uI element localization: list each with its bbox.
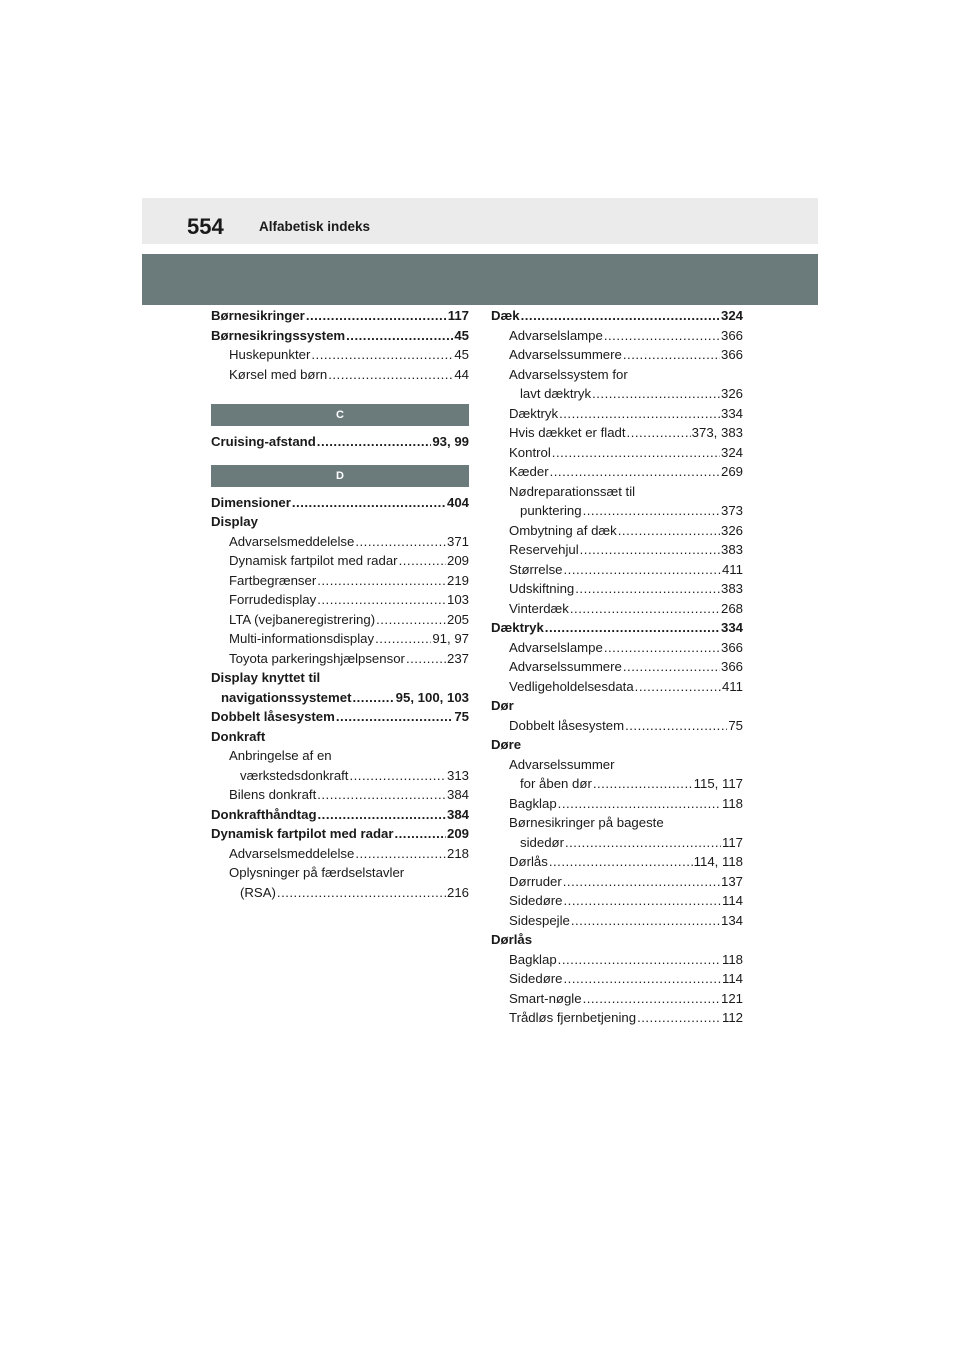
- letter-heading-d: D: [211, 465, 469, 487]
- index-subentry: LTA (vejbaneregistrering) ..... 205: [211, 610, 469, 630]
- index-subentry: Anbringelse af en: [229, 748, 332, 763]
- index-entry: Donkrafthåndtag ..... 384: [211, 805, 469, 825]
- index-subentry-continued: lavt dæktryk ..... 326: [491, 384, 743, 404]
- index-subentry-continued: sidedør ..... 117: [491, 833, 743, 853]
- index-subentry: Dørruder ..... 137: [491, 872, 743, 892]
- index-subentry: Sidedøre ..... 114: [491, 891, 743, 911]
- index-subentry: Advarselslampe ..... 366: [491, 638, 743, 658]
- index-subentry: Børnesikringer på bageste: [509, 815, 664, 830]
- index-subentry: Bilens donkraft ..... 384: [211, 785, 469, 805]
- index-entry: Dobbelt låsesystem ..... 75: [211, 707, 469, 727]
- index-subentry: Fartbegrænser ..... 219: [211, 571, 469, 591]
- index-subentry: Bagklap ..... 118: [491, 794, 743, 814]
- index-subentry: Advarselsmeddelelse ..... 218: [211, 844, 469, 864]
- index-subentry: Kørsel med børn ..... 44: [211, 365, 469, 385]
- index-subentry: Oplysninger på færdselstavler: [229, 865, 405, 880]
- index-subentry: Hvis dækket er fladt ..... 373, 383: [491, 423, 743, 443]
- index-subentry: Trådløs fjernbetjening ..... 112: [491, 1008, 743, 1028]
- index-entry: Display: [211, 514, 258, 529]
- index-subentry: Smart-nøgle ..... 121: [491, 989, 743, 1009]
- section-title: Alfabetisk indeks: [259, 219, 371, 234]
- index-subentry: Kontrol ..... 324: [491, 443, 743, 463]
- index-entry: Børnesikringssystem ..... 45: [211, 326, 469, 346]
- index-subentry: Vedligeholdelsesdata ..... 411: [491, 677, 743, 697]
- index-subentry: Kæder ..... 269: [491, 462, 743, 482]
- index-subentry: Vinterdæk ..... 268: [491, 599, 743, 619]
- index-subentry: Sidedøre ..... 114: [491, 969, 743, 989]
- index-entry: Dæk ..... 324: [491, 306, 743, 326]
- index-subentry: Dynamisk fartpilot med radar ..... 209: [211, 551, 469, 571]
- index-entry: Dimensioner ..... 404: [211, 493, 469, 513]
- index-subentry: Dæktryk ..... 334: [491, 404, 743, 424]
- index-subentry-continued: punktering ..... 373: [491, 501, 743, 521]
- index-entry: Dør: [491, 698, 514, 713]
- index-subentry: Advarselslampe ..... 366: [491, 326, 743, 346]
- index-subentry: Toyota parkeringshjælpsensor ..... 237: [211, 649, 469, 669]
- index-subentry: Bagklap ..... 118: [491, 950, 743, 970]
- index-entry: Dynamisk fartpilot med radar ..... 209: [211, 824, 469, 844]
- index-column-left: [211, 306, 469, 902]
- index-subentry: Sidespejle ..... 134: [491, 911, 743, 931]
- index-subentry-continued: (RSA) ..... 216: [211, 883, 469, 903]
- index-entry: Dæktryk ..... 334: [491, 618, 743, 638]
- index-column-right: [491, 306, 743, 1028]
- index-subentry: Advarselssummere ..... 366: [491, 657, 743, 677]
- index-subentry: Udskiftning ..... 383: [491, 579, 743, 599]
- index-entry-continued: navigationssystemet ..... 95, 100, 103: [211, 688, 469, 708]
- index-subentry: Ombytning af dæk ..... 326: [491, 521, 743, 541]
- index-subentry: Dørlås ..... 114, 118: [491, 852, 743, 872]
- header-band: [142, 254, 818, 305]
- index-subentry: Størrelse ..... 411: [491, 560, 743, 580]
- header-bar: [142, 198, 818, 244]
- index-subentry: Advarselssummer: [509, 756, 615, 772]
- index-subentry-continued: værkstedsdonkraft ..... 313: [211, 766, 469, 786]
- index-entry: Dørlås: [491, 932, 533, 947]
- index-subentry: Reservehjul ..... 383: [491, 540, 743, 560]
- index-subentry-continued: for åben dør ..... 115, 117: [491, 774, 743, 794]
- index-subentry: Nødreparationssæt til: [509, 483, 636, 499]
- index-subentry: Advarselssystem for: [509, 366, 628, 382]
- index-entry: Døre: [491, 737, 522, 752]
- letter-heading-c: C: [211, 404, 469, 426]
- index-entry: Cruising-afstand ..... 93, 99: [211, 432, 469, 452]
- index-subentry: Multi-informationsdisplay ..... 91, 97: [211, 629, 469, 649]
- index-entry: Donkraft: [211, 728, 266, 744]
- index-subentry: Forrudedisplay ..... 103: [211, 590, 469, 610]
- index-subentry: Advarselssummere ..... 366: [491, 345, 743, 365]
- index-entry: Børnesikringer ..... 117: [211, 306, 469, 326]
- index-subentry: Advarselsmeddelelse ..... 371: [211, 532, 469, 552]
- index-entry: Display knyttet til: [211, 670, 321, 685]
- index-subentry: Huskepunkter ..... 45: [211, 345, 469, 365]
- page-number: 554: [187, 214, 224, 239]
- index-subentry: Dobbelt låsesystem ..... 75: [491, 716, 743, 736]
